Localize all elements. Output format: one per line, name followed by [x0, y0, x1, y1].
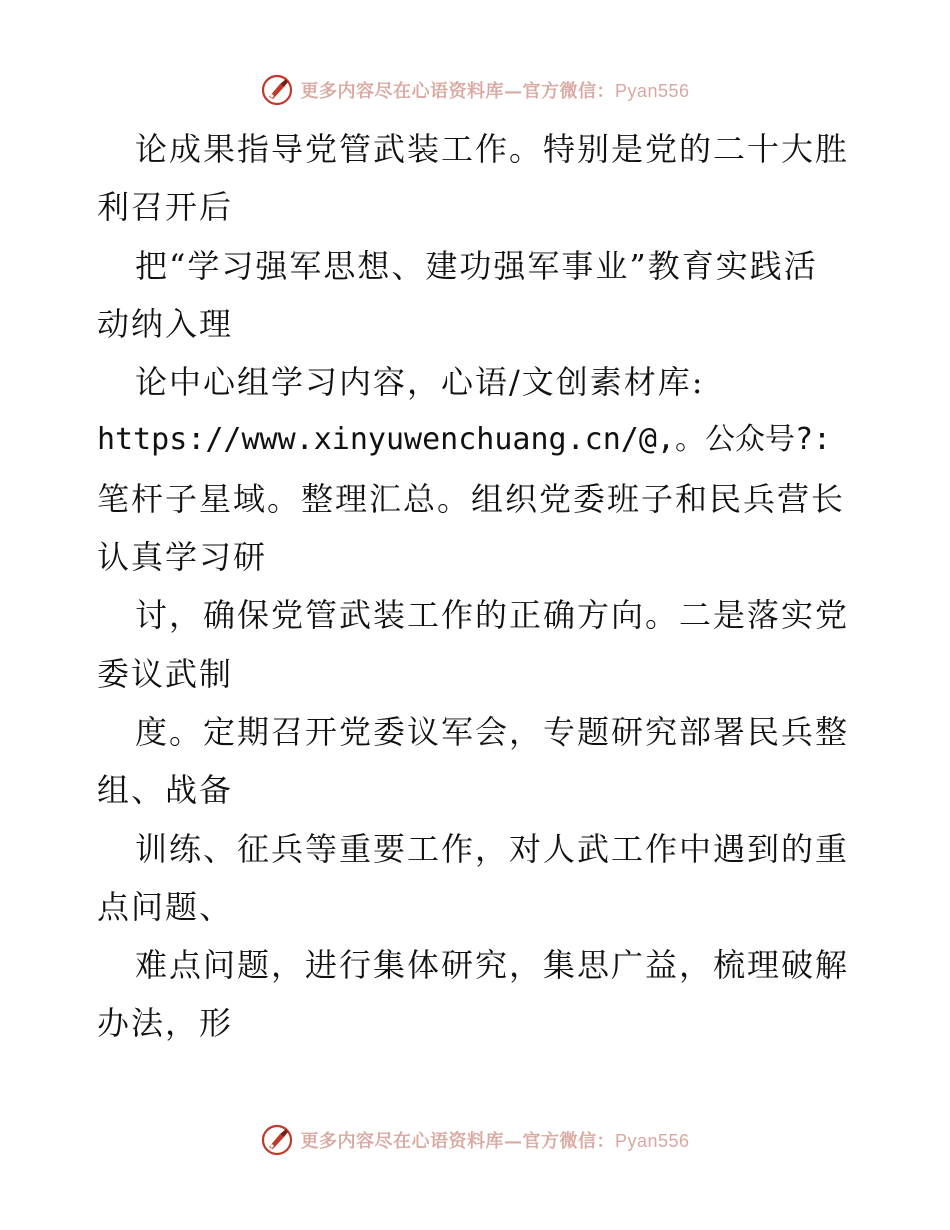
body-text-line: 论成果指导党管武装工作。特别是党的二十大胜	[135, 130, 850, 168]
header-watermark	[0, 70, 950, 110]
body-text-line: 论中心组学习内容，心语/文创素材库:	[135, 363, 705, 402]
body-text-line: https://www.xinyuwenchuang.cn/@,。公众号?:	[97, 422, 832, 458]
body-text-line: 委议武制	[97, 654, 234, 693]
body-text-line: 笔杆子星域。整理汇总。组织党委班子和民兵营长	[97, 479, 846, 518]
body-text-line: 组、战备	[97, 771, 234, 810]
body-text-line: 把“学习强军思想、建功强军事业”教育实践活	[135, 246, 818, 285]
pen-nib-logo-icon	[260, 1123, 294, 1157]
body-text-line: 利召开后	[97, 188, 234, 227]
body-text-line: 动纳入理	[97, 304, 234, 343]
body-text-line: 度。定期召开党委议军会，专题研究部署民兵整	[135, 712, 850, 751]
watermark-text: 更多内容尽在心语资料库—官方微信：Pyan556	[300, 1131, 690, 1152]
body-text-line: 办法，形	[97, 1004, 234, 1043]
body-text-line: 训练、征兵等重要工作，对人武工作中遇到的重	[135, 829, 850, 868]
pen-nib-logo-icon	[260, 73, 294, 107]
body-text-line: 难点问题，进行集体研究，集思广益，梳理破解	[135, 946, 850, 985]
footer-watermark	[0, 1120, 950, 1160]
body-text-line: 点问题、	[97, 887, 234, 926]
document-body	[97, 120, 857, 1053]
body-text-line: 认真学习研	[97, 538, 268, 577]
body-text-line: 讨，确保党管武装工作的正确方向。二是落实党	[135, 596, 850, 635]
watermark-text: 更多内容尽在心语资料库—官方微信：Pyan556	[300, 81, 690, 102]
